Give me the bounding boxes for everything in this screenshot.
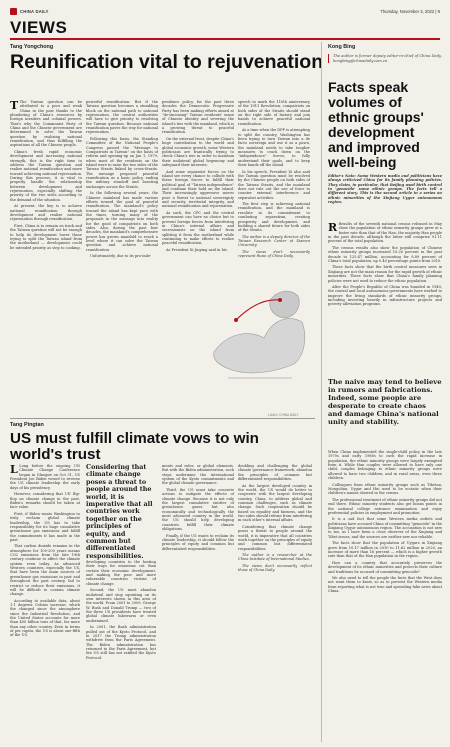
- article1-c1-p3: At present, the key is to achieve national reunification through development and realize national rejuvenation through reunification.: [10, 204, 82, 222]
- article1-c2-p4: Unfortunately, due to its pro-inde-: [90, 254, 152, 259]
- article2-column-4: [238, 464, 312, 742]
- drop-cap: T: [10, 100, 19, 112]
- section-title: VIEWS: [10, 18, 68, 37]
- article1-c3-p5: As President Xi Jinping said in his: [166, 247, 227, 252]
- article2-author-bio: The author is a researcher at the China Institute of International Studies.: [238, 553, 312, 562]
- article1-c2-p2: Following this basis, the Standing Committee of the National People's Congress passed the "Message to Compatriots in Taiwan" on the basis of reform and opening-up on Jan 1, 1979, when most of the residents on the island were to raise the two sides of the Taiwan Straits linked by cross-Straits. The message proposed peaceful reunification as a basic policy, ending the military standoff and boosting exchanges across the Straits.: [86, 136, 158, 189]
- brand-name: CHINA DAILY: [20, 8, 49, 14]
- article2-c3-p1: ments and rules, or global elements. But with the Biden administration, such steps undermine the international system of the Kyoto commitments and the global climate governance.: [162, 464, 234, 486]
- article2-disclaimer: The views don't necessarily reflect those of China Daily.: [238, 563, 312, 573]
- issue-date: Thursday, November 3, 2022: [380, 8, 435, 14]
- article1-c4-p2: At a time when the DPP is attempting to split the country, Washington has been trying to turn Taiwan into a de facto sovereign and use it as a pawn, the mainland needs to take tougher measures to crack down on the "independence" forces, to fully understand their goals, and to keep their hands off the island.: [238, 128, 310, 167]
- sidebar-pull-quote: The naive may tend to believe in rumors and fabrications. Indeed, some people are desperate to create chaos and damage China's national unity and stability.: [328, 378, 442, 426]
- sidebar-c2-p7: We also need to tell the people the facts that the West does not want them to know, so as to prevent the Western media from reporting what is not true and spreading fake news about China.: [328, 576, 442, 594]
- article2-c1-p1: Long before the ongoing UN Climate Change Conference began in Glasgow on Oct 31, US President Joe Biden vowed to reverse the US climate leadership the early days of his presidency.: [10, 464, 80, 490]
- section-rule: [10, 38, 440, 40]
- sidebar-c1-p2: The census results also show the population of Chinese ethnic minority groups increased 10.26 percent in the past decade to 125.47 million, accounting for 8.89 percent of China's total population, up 0.40 percentage points from 2010.: [328, 245, 442, 263]
- sidebar-column-1: [328, 222, 442, 372]
- article2-c4-p2: As the largest developed country in the world, the US would do better to cooperate with the largest developing country, China, to address global and common challenges, such as climate change. Such cooperation should be based on equality and fairness, and the two sides should refrain from interfering in each other's internal affairs.: [238, 483, 312, 523]
- article1-c4-p4: The first step is achieving national reunification, and the mainland is resolute in its commitment to combating separatism, creating prosperity and development, and building a shared future for both sides of the Straits.: [238, 202, 310, 233]
- article1-c3-p4: As such, the CPC and the central government can have no choice but to prevent foreign forces from interfering in China's internal affairs and secessionists on the island from splitting it from the motherland while continuing to make efforts to realize peaceful reunification.: [162, 210, 234, 246]
- sidebar-c1-p3: These facts show that the birth control measures seen in Xinjiang are not the main reason for the rapid growth of ethnic minorities. These facts show that China's family planning policies were not used to reduce the ethnic population.: [328, 265, 442, 283]
- article1-c3-p2: On the external front, despite China's huge contribution to the world and global economic growth, some Western politicians are frantically trying to check China's rise in order to maintain their unilateral global hegemony and safeguard their interests.: [162, 136, 234, 167]
- article2-c4-p1: doubling and challenging the global climate governance framework, abandon the principles of common but differentiated responsibilities.: [238, 464, 312, 482]
- sidebar-c2-p1: When China implemented the single-child policy in the late 1970s and early 1980s to curb the rapid increase in population, the ethnic minority groups were largely exempted from it. While Han couples were allowed to have only one child, couples belonging to ethnic minority groups were allowed to have two children, and in rural areas, even three children.: [328, 450, 442, 481]
- article1-c1-p1: The Taiwan question can be attributed to a poor and weak China in the past thanks to the plundering of China's resources by foreign invaders and colonial powers. That's why the Communist Party of China and the Chinese government are determined to solve the Taiwan question by realizing national reunification, and thus fulfilling the aspirations of all the Chinese people.: [10, 100, 82, 148]
- sidebar-c2-p5: The facts show that the population of Uygurs in Xinjiang grew from 10.17 million in 2010 to 11.62 million in 2020, an increase of more than 16 percent — which is a higher growth rate than that of the Han population in the region.: [328, 541, 442, 559]
- issue-info: Thursday, November 3, 2022 | 9: [380, 8, 440, 14]
- brand-logo-icon: [10, 8, 17, 15]
- article1-c1-p2: China's fresh rapid economic development and increasing national strength, this is the right time to address the Taiwan question and realize national reunification and move toward achieving national rejuvenation. During this process, it is vital to properly handle the relationship between development and rejuvenation, especially shifting the priority of the two sides according to the demand of the situation.: [10, 149, 82, 202]
- article2-column-2: [86, 560, 156, 742]
- article1-column-2: [86, 100, 158, 306]
- article2-c3-p2: Third, the US must take concrete actions to mitigate the effects of climate change. Because it is not only the largest cumulative emitter of greenhouse gases but also economically and technologically the most advanced country in the world, the US should help developing countries fulfill their climate obligations.: [162, 487, 234, 531]
- article1-author: Tang Yongchong: [10, 44, 54, 50]
- sidebar-author-bio: The author is former deputy editor-in-chief of China Daily. kongbing@chinadaily.com.cn: [328, 54, 443, 63]
- article2-c1-p2: However, considering that US' flip-flop on climate change in the past, Biden's remarks should be taken at face value.: [10, 492, 80, 510]
- article2-c4-p3: Considering that climate change poses a threat to people around the world, it is imperative that all countries work together on the principles of equity and common but differentiated responsibilities.: [238, 524, 312, 551]
- article1-disclaimer: The views don't necessarily represent those of China Daily.: [238, 249, 310, 259]
- article2-c2-p2: Second, the US must abandon unilateral and stop squinting on its own interests shown in this area of the world. From 2001 to 2009, George W. Bush and Donald Trump — two of the three US presidents have treated global climate lukewarm or even undermined.: [86, 588, 156, 623]
- article1-c2-p3: In the following several years, the Chinese mainland has made various efforts toward the goal of peaceful reunification. The mainland's policy toward the island has kept pace with the times, turning many of the proposals in the message into reality for the good of compatriots on both sides. Also, during the past four decades, the mainland's comprehensive power has grown manifold to reach a level where it can solve the Taiwan question and achieve national reunification.: [86, 191, 158, 252]
- drop-cap-2: L: [10, 464, 18, 476]
- sidebar-editor-note: [328, 174, 442, 218]
- article2-c1-p3: First, if Biden wants Washington to truly reclaim global climate leadership, the US has to take responsibility for its huge cumulative greenhouse gas emissions and fulfill the commitments it has made in the past.: [10, 511, 80, 542]
- sidebar-column-2: [328, 450, 442, 742]
- article2-pull-quote: Considering that climate change poses a threat to people around the world, it is imperative that all countries work together on the principles of equity, and common but differentiated responsibilities.: [86, 463, 153, 560]
- article1-c4-p1: speech to mark the 110th anniversary of the 1911 Revolution, compatriots on both sides of the Straits should stand on the right side of history and join hands to achieve peaceful national reunification.: [238, 100, 310, 126]
- article2-c2-p3: In 2001, the Bush administration pulled out of the Kyoto Protocol, and in 2017 the Trump administration withdrew from the Paris Agreement. The Biden administration has returned to the Paris Agreement, but the US still has not ratified the Kyoto Protocol.: [86, 625, 156, 660]
- article2-column-3: [162, 464, 234, 742]
- article2-c2-p1: developing countries to the hosting their ways for emissions cut than certain their economic development, and making the poor and more vulnerable countries victims of climate change.: [86, 560, 156, 586]
- article1-c4-p3: In his speech, President Xi also said the Taiwan question must be resolved by the Chinese people on both sides of the Taiwan Straits, and the mainland does not rule out the use of force to counter external interference and separatist activities.: [238, 169, 310, 200]
- article2-c1-p4: That carbon dioxide remains in the atmosphere for 100-200 years means CO2 emissions from the late 19th century continue to affect the climate system even today. As advanced Western countries, especially the US, that have been the main sources of greenhouse gas emissions in past and throughout the past century, fail to restrict or reduce their emissions, it will be difficult to contain climate change.: [10, 544, 80, 597]
- article2-author: Tang Pingtan: [10, 422, 44, 428]
- sidebar-divider: [321, 42, 322, 742]
- illustration-credit: LUAN / CHINA DAILY: [268, 413, 299, 417]
- article1-c1-p4: First, China is to remain on track and the Taiwan question will not be enough to help its development lower those trying to split the Taiwan island from the motherland — development could be intended priority as step to cooking.: [10, 223, 82, 250]
- article1-headline: Reunification vital to rejuvenation: [10, 51, 324, 73]
- sidebar-c2-p2: Colleagues from ethnic minority groups such as Tibetan, Mongolian, Uygur and Hui used to be ecstatic when their children's names showed in the census.: [328, 482, 442, 496]
- article1-author-bio: The author is a deputy director of the Taiwan Research Center at Xiamen University.: [238, 234, 310, 248]
- brand-logo: [10, 8, 49, 15]
- sidebar-c2-p3: The professional treatment of ethnic minority groups did not end there. Ethnic minority students also get bonus points in the national college entrance examination and enjoy preferential policies in employment and promotion.: [328, 497, 442, 515]
- article2-c3-p3: Finally, if the US wants to reclaim its climate leadership, it should follow the principles of equity and common but differentiated responsibilities.: [162, 533, 234, 551]
- reunification-illustration: [206, 260, 314, 410]
- sidebar-author: Kong Bing: [328, 44, 356, 50]
- sidebar-headline: Facts speak volumes of ethnic groups' development and improved well-being: [328, 79, 424, 170]
- article1-c3-p1: pendence policy, for the past three decades the Democratic Progressive Party has been making efforts aimed at "de-sinicizing" Taiwan residents' sense of Chinese identity and severing the island's ties with the mainland, which is a growing threat to peaceful reunification.: [162, 100, 234, 135]
- article1-c2-p1: powerful reunification. But if the Taiwan question becomes a stumbling block on the national path to national rejuvenation, the central authorities will have to give priority to resolving the Taiwan question. Because national reunification paves the way for national rejuvenation.: [86, 100, 158, 135]
- article2-c1-p5: According to available data, about 1.1 degrees Celsius increase, which the changed since the atmosphere since the Industrial Revolution, and the United States accounts for more than 400 billion tons of that, far more than any other country. Even in terms of per capita, the US is about one-fifth of the US.: [10, 598, 80, 638]
- article2-column-1: [10, 464, 80, 742]
- top-bar: [10, 6, 440, 16]
- sidebar-c2-p4: It is a sad fact that some Western media outlets and politicians have accused China of committing "genocide" in the Xinjiang Uygur autonomous region. The accusation is not new to me, as I have been a close observer of the Xinjiang and Tibet issues, and the sources are neither new nor reliable.: [328, 517, 442, 539]
- article1-c3-p3: And some separatist forces on the island see every chance to collude with these foreign forces to fulfill their political goal of "Taiwan independence" and continue their hold on the island. Their increasingly aggressive moves pose a threat to national sovereignty and security, territorial integrity, and national reunification and rejuvenation.: [162, 169, 234, 209]
- sidebar-c2-p6: How can a country that accurately preserves the development of its ethnic minorities and protects their culture and traditions be accused of committing genocide?: [328, 560, 442, 574]
- page-number: 9: [437, 8, 440, 14]
- article1-column-1: [10, 100, 82, 306]
- drop-cap-3: R: [328, 222, 338, 234]
- sidebar-editor-note-text: Editor's Note: Some Western media and politicians have always criticized China for its family planning policies. They claim, in particular, that Beijing used birth control to 'genocide' some ethnic groups. The facts tell a different story. This is the second article in a series on ethnic minorities of the Xinjiang Uygur autonomous region.: [328, 174, 442, 205]
- sidebar-c1-p4: After the People's Republic of China was founded in 1949, the central and local autonomous governments have worked to improve the living standards of ethnic minority groups, including investing heavily in infrastructure projects and poverty alleviation programs.: [328, 285, 442, 307]
- sidebar-c1-p1: Results of the seventh national census released in May show the population of ethnic minority groups grew at a faster rate than that of the Han, the majority Han people in the past decade, although the latter still comprise 91.11 percent of the total population.: [328, 222, 442, 244]
- article2-headline: US must fulfill climate vows to win world's trust: [10, 430, 259, 463]
- article-divider: [10, 418, 315, 419]
